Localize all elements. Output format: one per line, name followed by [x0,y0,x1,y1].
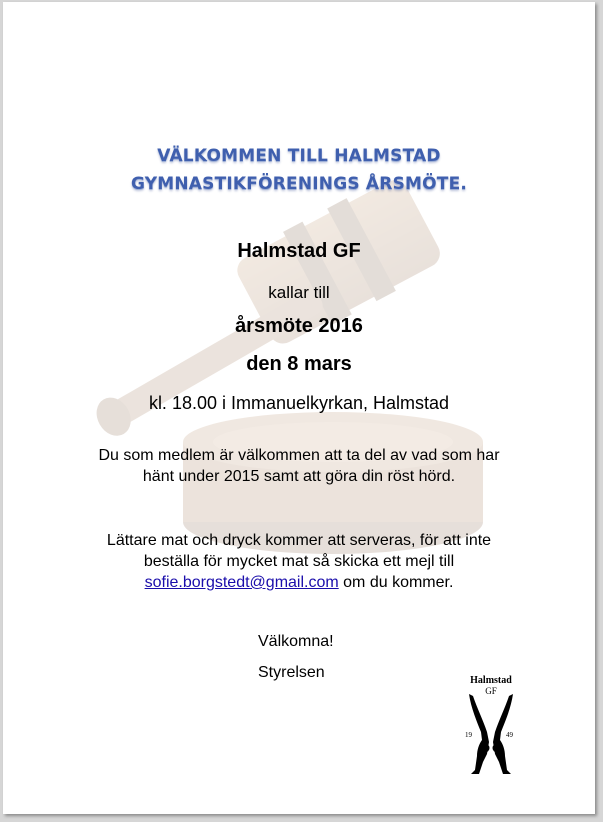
event-title: årsmöte 2016 [235,315,363,337]
heading-line-1: VÄLKOMMEN TILL HALMSTAD [157,146,441,166]
paragraph-2-line-3-rest: om du kommer. [338,574,454,591]
closing-greeting: Välkomna! [258,633,334,650]
event-time-place: kl. 18.00 i Immanuelkyrkan, Halmstad [148,393,450,413]
gymnasts-logo-icon [455,670,527,782]
paragraph-2-line-2: beställa för mycket mat så skicka ett mejl till [143,553,455,570]
paragraph-2-line-3 [3,572,595,593]
paragraph-2-line-1: Lättare mat och dryck kommer att serveras, för att inte [106,532,492,549]
logo-year-left: 19 [465,731,472,739]
logo-year-right: 49 [506,731,513,739]
logo-top-text: Halmstad [470,675,512,686]
paragraph-1-line-1: Du som medlem är välkommen att ta del av vad som har [98,447,500,464]
club-name: Halmstad GF [237,240,361,262]
closing-signature: Styrelsen [258,664,325,681]
paragraph-1-line-2: hänt under 2015 samt att göra din röst hörd. [142,468,456,485]
calls-to: kallar till [268,283,330,302]
email-link[interactable]: sofie.borgstedt@gmail.com [144,574,339,591]
heading-line-2: GYMNASTIKFÖRENINGS ÅRSMÖTE. [130,174,468,194]
event-date: den 8 mars [246,353,352,375]
logo-sub-text: GF [485,686,497,696]
document-page [3,2,595,814]
